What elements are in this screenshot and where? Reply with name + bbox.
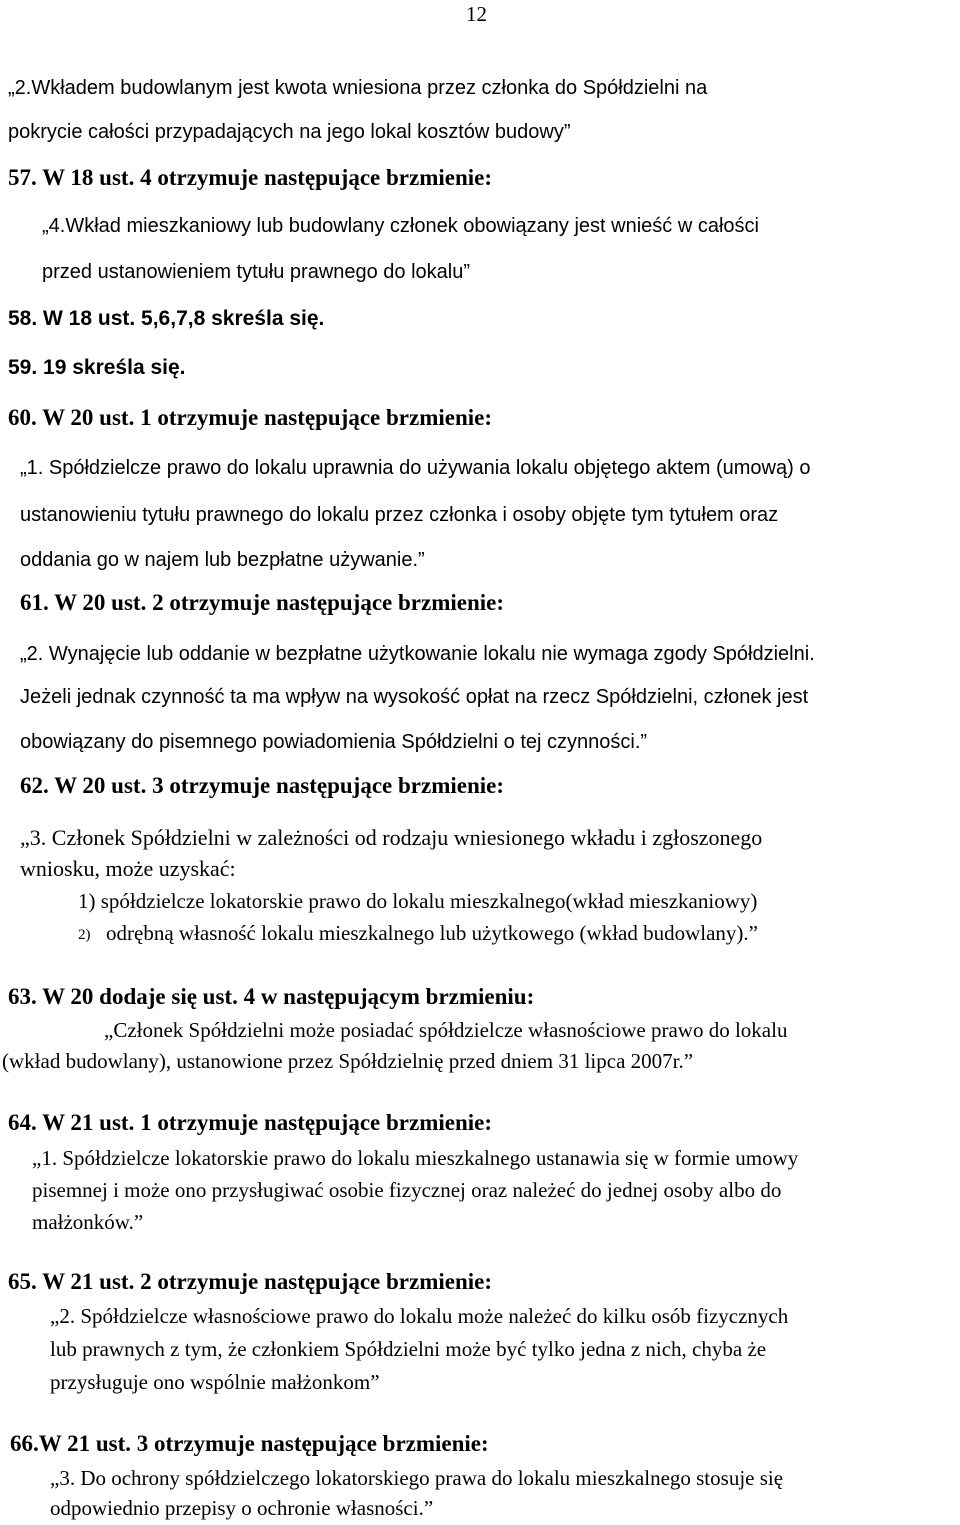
section-heading: 60. W 20 ust. 1 otrzymuje następujące brzmienie: [8,405,492,430]
section-heading: 57. W 18 ust. 4 otrzymuje następujące brzmienie: [8,165,492,190]
section-heading: 61. W 20 ust. 2 otrzymuje następujące brzmienie: [20,590,504,615]
text-line: pisemnej i może ono przysługiwać osobie fizycznej oraz należeć do jednej osoby albo do [32,1178,782,1202]
text-line: ustanowieniu tytułu prawnego do lokalu przez członka i osoby objęte tym tytułem oraz [20,504,779,526]
section-heading: 58. W 18 ust. 5,6,7,8 skreśla się. [8,307,325,330]
text-line: „2. Wynajęcie lub oddanie w bezpłatne użytkowanie lokalu nie wymaga zgody Spółdzielni. [20,643,815,665]
text-line: małżonków.” [32,1210,144,1234]
page-number: 12 [466,2,487,26]
list-item: odrębną własność lokalu mieszkalnego lub użytkowego (wkład budowlany).” [106,921,758,945]
section-heading: 64. W 21 ust. 1 otrzymuje następujące brzmienie: [8,1110,492,1135]
text-line: przed ustanowieniem tytułu prawnego do lokalu” [42,261,471,283]
text-line: obowiązany do pisemnego powiadomienia Spółdzielni o tej czynności.” [20,731,648,753]
text-line: pokrycie całości przypadających na jego lokal kosztów budowy” [8,121,571,143]
list-item: 1) spółdzielcze lokatorskie prawo do lokalu mieszkalnego(wkład mieszkaniowy) [78,889,758,913]
section-heading: 66.W 21 ust. 3 otrzymuje następujące brzmienie: [10,1431,489,1456]
section-heading: 65. W 21 ust. 2 otrzymuje następujące brzmienie: [8,1269,492,1294]
text-line: odpowiednio przepisy o ochronie własności.” [50,1496,434,1520]
text-line: Jeżeli jednak czynność ta ma wpływ na wysokość opłat na rzecz Spółdzielni, członek jest [20,686,809,708]
text-line: przysługuje ono wspólnie małżonkom” [50,1370,380,1394]
text-line: „2. Spółdzielcze własnościowe prawo do lokalu może należeć do kilku osób fizycznych [50,1304,789,1328]
text-line: „1. Spółdzielcze lokatorskie prawo do lokalu mieszkalnego ustanawia się w formie umowy [32,1146,799,1170]
text-line: (wkład budowlany), ustanowione przez Spółdzielnię przed dniem 31 lipca 2007r.” [2,1049,694,1073]
text-line: lub prawnych z tym, że członkiem Spółdzielni może być tylko jedna z nich, chyba że [50,1337,767,1361]
text-line: oddania go w najem lub bezpłatne używanie.” [20,549,425,571]
section-heading: 62. W 20 ust. 3 otrzymuje następujące brzmienie: [20,773,504,798]
text-line: „Członek Spółdzielni może posiadać spółdzielcze własnościowe prawo do lokalu [104,1018,788,1042]
text-line: wniosku, może uzyskać: [20,856,236,881]
section-heading: 63. W 20 dodaje się ust. 4 w następującym brzmieniu: [8,984,535,1009]
text-line: „4.Wkład mieszkaniowy lub budowlany członek obowiązany jest wnieść w całości [42,215,759,237]
text-line: „2.Wkładem budowlanym jest kwota wniesiona przez członka do Spółdzielni na [8,77,708,99]
text-line: „1. Spółdzielcze prawo do lokalu uprawnia do używania lokalu objętego aktem (umową) o [20,457,811,479]
list-item-number: 2) [78,927,91,943]
section-heading: 59. 19 skreśla się. [8,356,186,379]
text-line: „3. Do ochrony spółdzielczego lokatorskiego prawa do lokalu mieszkalnego stosuje się [50,1466,784,1490]
text-line: „3. Członek Spółdzielni w zależności od rodzaju wniesionego wkładu i zgłoszonego [20,825,763,850]
